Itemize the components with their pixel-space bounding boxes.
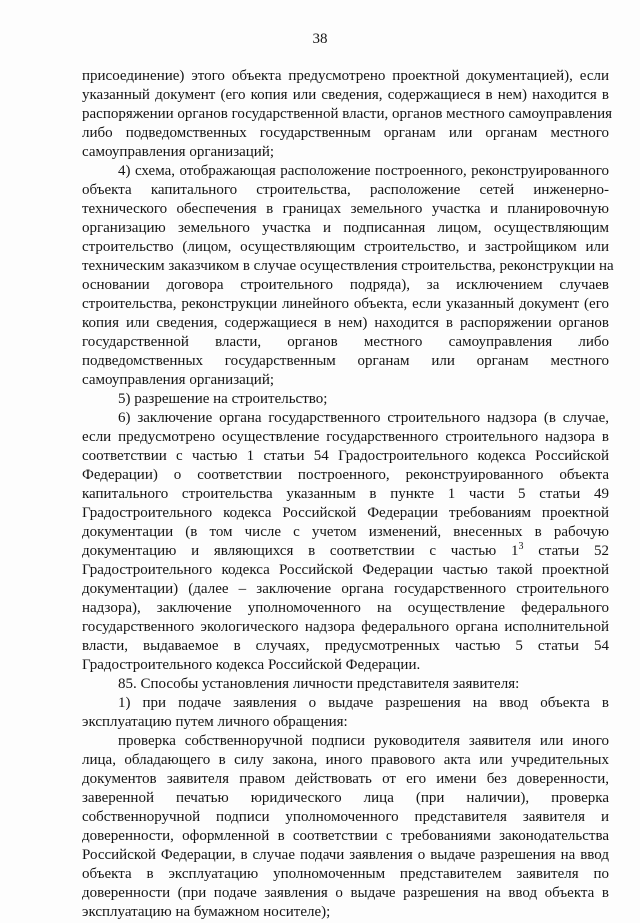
text-line: документов заявителя правом действовать от его имени без доверенности, [82,771,609,787]
text-line: 85. Способы установления личности представителя заявителя: [118,676,520,692]
text-line: государственного экологического надзора федерального органа исполнительной [82,619,609,635]
page-number: 38 [312,31,328,47]
text-line: объекта в эксплуатацию уполномоченным представителем заявителя по [82,866,609,882]
text-line: Федерации) о соответствии построенного, реконструированного объекта [82,467,609,483]
text-line: если предусмотрено осуществление государственного строительного надзора в [82,429,609,445]
text-fragment: статьи 52 [538,543,610,559]
text-line: объекта капитального строительства, расположение сетей инженерно- [82,182,609,198]
text-line: указанный документ (его копия или сведения, содержащиеся в нем) находится в [82,87,609,103]
text-line: организацию земельного участка и подписанная лицом, осуществляющим [82,220,609,236]
text-line: Российской Федерации, в случае подачи заявления о выдаче разрешения на ввод [82,847,609,863]
text-line-with-superscript [82,542,609,561]
text-line: самоуправления организаций; [82,372,275,388]
text-line: надзора), заключение уполномоченного на осуществление федерального [82,600,609,616]
text-fragment: документацию и являющихся в соответствии с частью 1 [82,543,519,559]
text-line: 1) при подаче заявления о выдаче разрешения на ввод объекта в [118,695,609,711]
text-line: доверенности, оформленной в соответствии с требованиями законодательства [82,828,609,844]
text-line: строительство (лицом, осуществляющим строительство, и застройщиком или [82,239,609,255]
text-line: подведомственных государственным органам или органам местного [82,353,609,369]
superscript: 3 [518,541,524,552]
text-line: собственноручной подписи уполномоченного представителя заявителя и [82,809,609,825]
text-line: эксплуатацию путем личного обращения: [82,714,348,730]
document-body [82,67,614,922]
text-line: технического обеспечения в границах земельного участка и планировочную [82,201,609,217]
text-line: проверка собственноручной подписи руководителя заявителя или иного [118,733,609,749]
text-line: лица, обладающего в силу закона, иного правового акта или учредительных [82,752,609,768]
text-line: соответствии с частью 1 статьи 54 Градостроительного кодекса Российской [82,448,609,464]
text-line: заверенной печатью юридического лица (при наличии), проверка [82,790,609,806]
text-line: Градостроительного кодекса Российской Федерации требованиям проектной [82,505,609,521]
text-line: доверенности (при подаче заявления о выдаче разрешения на ввод объекта в [82,885,609,901]
text-line: копия или сведения, содержащиеся в нем) находится в распоряжении органов [82,315,609,331]
text-line: власти, выдаваемое в случаях, предусмотренных частью 5 статьи 54 [82,638,609,654]
text-line: 6) заключение органа государственного строительного надзора (в случае, [118,410,609,426]
text-line: самоуправления организаций; [82,144,275,160]
text-line: документации (в том числе с учетом изменений, внесенных в рабочую [82,524,609,540]
text-line: распоряжении органов государственной власти, органов местного самоуправления [82,106,613,122]
text-line: либо подведомственных государственным органам или органам местного [82,125,609,141]
text-line: техническим заказчиком в случае осуществления строительства, реконструкции на [82,258,614,274]
text-line: 4) схема, отображающая расположение построенного, реконструированного [118,163,609,179]
text-line: Градостроительного кодекса Российской Федерации. [82,657,421,673]
text-line: строительства, реконструкции линейного объекта, если указанный документ (его [82,296,609,312]
text-line: Градостроительного кодекса Российской Федерации частью такой проектной [82,562,609,578]
text-line: основании договора строительного подряда), за исключением случаев [82,277,609,293]
text-line: присоединение) этого объекта предусмотрено проектной документацией), если [82,68,609,84]
text-line: 5) разрешение на строительство; [118,391,328,407]
text-line: документации) (далее – заключение органа государственного строительного [82,581,609,597]
text-line: государственной власти, органов местного самоуправления либо [82,334,609,350]
text-line: эксплуатацию на бумажном носителе); [82,904,331,920]
text-line: капитального строительства указанным в пункте 1 части 5 статьи 49 [82,486,609,502]
